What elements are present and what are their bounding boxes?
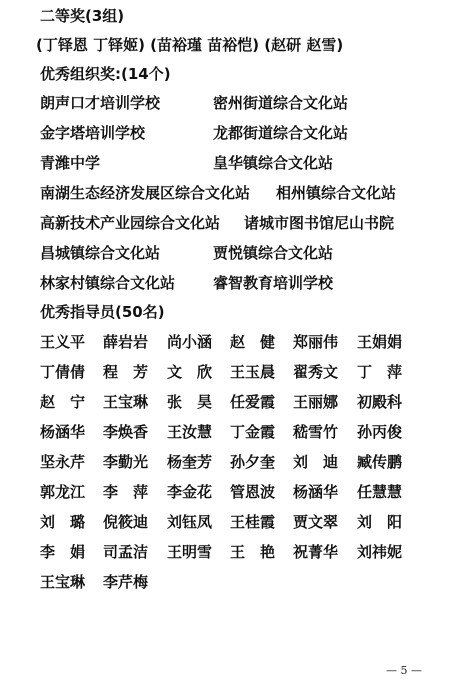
instructor-name: 翟秀文 bbox=[293, 363, 339, 381]
instructor-name: 李勤光 bbox=[103, 453, 149, 471]
instructor-name: 丁金霞 bbox=[230, 423, 276, 441]
org-award-item: 诸城市图书馆尼山书院 bbox=[244, 214, 395, 232]
instructor-name: 李金花 bbox=[167, 483, 213, 501]
instructor-name: 王桂霞 bbox=[230, 513, 276, 531]
org-award-item: 朗声口才培训学校 bbox=[40, 94, 161, 112]
second-prize-heading: 二等奖(3组) bbox=[40, 7, 125, 25]
instructor-name: 李 娟 bbox=[40, 543, 86, 561]
instructor-name: 程 芳 bbox=[103, 363, 149, 381]
instructor-name: 初殿科 bbox=[357, 393, 403, 411]
instructor-name: 李芹梅 bbox=[103, 573, 149, 591]
instructor-name: 管恩波 bbox=[230, 483, 276, 501]
instructor-name: 杨奎芳 bbox=[167, 453, 213, 471]
instructor-name: 郭龙江 bbox=[40, 483, 86, 501]
instructor-name: 司孟洁 bbox=[103, 543, 149, 561]
instructor-name: 孙夕奎 bbox=[230, 453, 276, 471]
instructor-name: 王明雪 bbox=[167, 543, 213, 561]
org-award-item: 睿智教育培训学校 bbox=[213, 274, 334, 292]
instructor-name: 刘祎妮 bbox=[357, 543, 403, 561]
org-award-item: 密州街道综合文化站 bbox=[213, 94, 349, 112]
instructor-name: 丁倩倩 bbox=[40, 363, 86, 381]
org-award-item: 金字塔培训学校 bbox=[40, 124, 146, 142]
instructor-name: 刘 迪 bbox=[293, 453, 339, 471]
instructor-name: 倪筱迪 bbox=[103, 513, 149, 531]
org-award-item: 龙都街道综合文化站 bbox=[213, 124, 349, 142]
instructor-name: 尚小涵 bbox=[167, 333, 213, 351]
instructor-name: 郑丽伟 bbox=[293, 333, 339, 351]
instructor-name: 文 欣 bbox=[167, 363, 213, 381]
org-award-item: 高新技术产业园综合文化站 bbox=[40, 214, 221, 232]
instructor-name: 任爱霞 bbox=[230, 393, 276, 411]
instructor-name: 刘钰凤 bbox=[167, 513, 213, 531]
second-prize-groups: (丁铎恩 丁铎姬) (苗裕瑾 苗裕恺) (赵研 赵雪) bbox=[36, 36, 344, 54]
instructor-name: 王宝琳 bbox=[40, 573, 86, 591]
org-award-item: 林家村镇综合文化站 bbox=[40, 274, 176, 292]
instructor-name: 祝菁华 bbox=[293, 543, 339, 561]
instructor-name: 李 萍 bbox=[103, 483, 149, 501]
instructor-name: 嵇雪竹 bbox=[293, 423, 339, 441]
instructor-name: 赵 健 bbox=[230, 333, 276, 351]
instructor-name: 王丽娜 bbox=[293, 393, 339, 411]
org-award-item: 南湖生态经济发展区综合文化站 bbox=[40, 184, 251, 202]
instructor-name: 张 昊 bbox=[167, 393, 213, 411]
instructor-name: 坚永芹 bbox=[40, 453, 86, 471]
instructor-name: 王汝慧 bbox=[167, 423, 213, 441]
page-number: — 5 — bbox=[386, 664, 422, 677]
org-award-item: 皇华镇综合文化站 bbox=[213, 154, 334, 172]
instructor-name: 杨涵华 bbox=[40, 423, 86, 441]
org-award-item: 相州镇综合文化站 bbox=[276, 184, 397, 202]
instructor-name: 薛岩岩 bbox=[103, 333, 149, 351]
instructor-name: 贾文翠 bbox=[293, 513, 339, 531]
instructor-name: 刘 阳 bbox=[357, 513, 403, 531]
instructor-name: 孙丙俊 bbox=[357, 423, 403, 441]
org-award-heading: 优秀组织奖:(14个) bbox=[40, 65, 171, 83]
instructor-name: 王娟娟 bbox=[357, 333, 403, 351]
instructor-award-heading: 优秀指导员(50名) bbox=[40, 303, 165, 321]
instructor-name: 赵 宁 bbox=[40, 393, 86, 411]
instructor-name: 王玉晨 bbox=[230, 363, 276, 381]
org-award-item: 贾悦镇综合文化站 bbox=[213, 244, 334, 262]
instructor-name: 臧传鹏 bbox=[357, 453, 403, 471]
org-award-item: 青潍中学 bbox=[40, 154, 101, 172]
instructor-name: 王宝琳 bbox=[103, 393, 149, 411]
org-award-item: 昌城镇综合文化站 bbox=[40, 244, 161, 262]
instructor-name: 王义平 bbox=[40, 333, 86, 351]
instructor-name: 杨涵华 bbox=[293, 483, 339, 501]
instructor-name: 王 艳 bbox=[230, 543, 276, 561]
instructor-name: 丁 萍 bbox=[357, 363, 403, 381]
instructor-name: 刘 璐 bbox=[40, 513, 86, 531]
instructor-name: 李焕香 bbox=[103, 423, 149, 441]
instructor-name: 任慧慧 bbox=[357, 483, 403, 501]
